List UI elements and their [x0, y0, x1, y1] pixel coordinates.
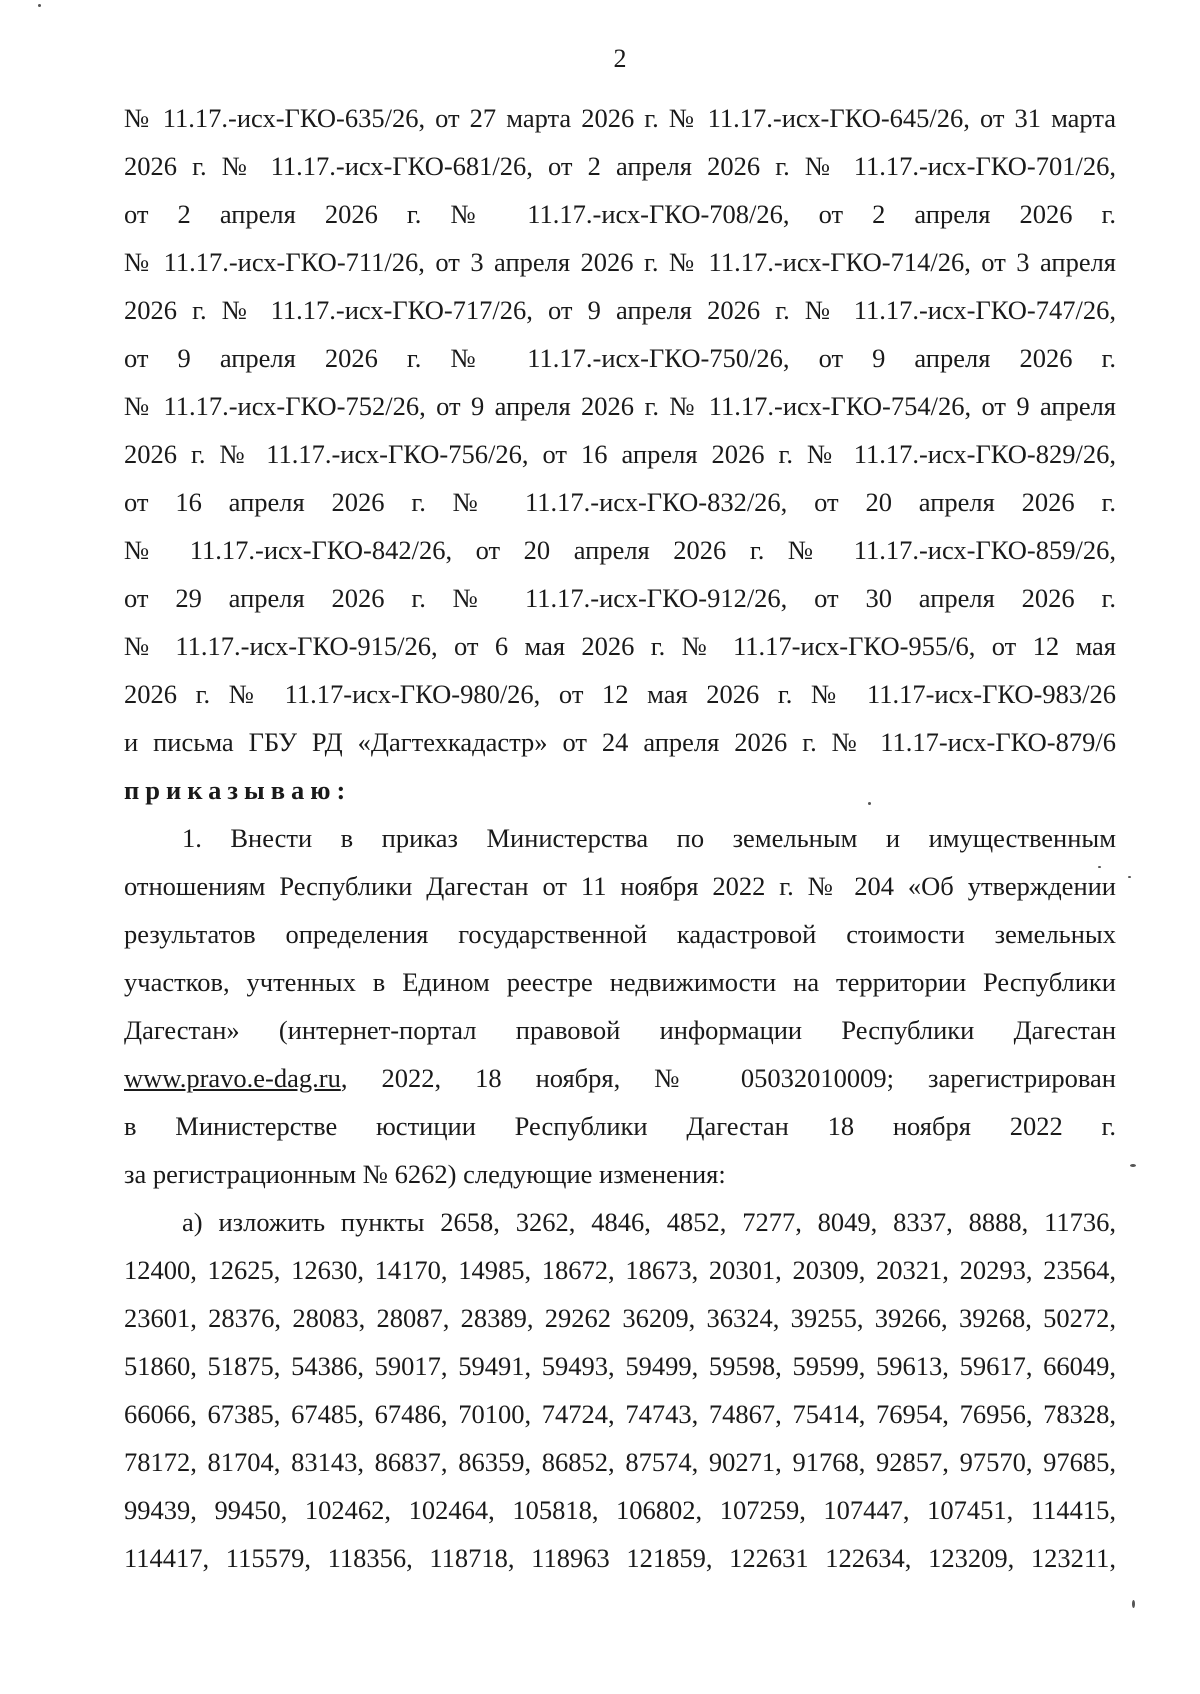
text-line: а) изложить пункты 2658, 3262, 4846, 4852, 7277, 8049, 8337, 8888, 11736,: [182, 1207, 1116, 1237]
text-line: отношениям Республики Дагестан от 11 ноября 2022 г. № 204 «Об утверждении: [124, 871, 1116, 901]
text-line: 2026 г. № 11.17.-исх-ГКО-756/26, от 16 апреля 2026 г. № 11.17.-исх-ГКО-829/26,: [124, 439, 1116, 469]
scan-speck: [1098, 866, 1101, 868]
text-line: и письма ГБУ РД «Дагтехкадастр» от 24 апреля 2026 г. № 11.17-исх-ГКО-879/6: [124, 727, 1116, 757]
references-paragraph: [124, 94, 1116, 766]
text-after-link: , 2022, 18 ноября, № 05032010009; зарегистрирован: [340, 1063, 1116, 1093]
text-line: Дагестан» (интернет-портал правовой информации Республики Дагестан: [124, 1015, 1116, 1045]
text-line: № 11.17.-исх-ГКО-752/26, от 9 апреля 2026 г. № 11.17.-исх-ГКО-754/26, от 9 апреля: [124, 391, 1116, 421]
text-line: 1. Внести в приказ Министерства по земельным и имущественным: [182, 823, 1116, 853]
scan-speck: [868, 802, 871, 805]
scan-speck: [38, 4, 41, 7]
item-1-paragraph: [124, 814, 1116, 1198]
text-line: № 11.17.-исх-ГКО-915/26, от 6 мая 2026 г. № 11.17-исх-ГКО-955/6, от 12 мая: [124, 631, 1116, 661]
text-line: 66066, 67385, 67485, 67486, 70100, 74724, 74743, 74867, 75414, 76954, 76956, 78328,: [124, 1399, 1116, 1429]
text-line-with-link: [124, 1054, 1116, 1102]
scan-speck: [1128, 876, 1131, 878]
text-line: от 16 апреля 2026 г. № 11.17.-исх-ГКО-832/26, от 20 апреля 2026 г.: [124, 487, 1116, 517]
document-body: [124, 94, 1116, 1582]
subitem-a-paragraph: [124, 1198, 1116, 1582]
text-line: участков, учтенных в Едином реестре недвижимости на территории Республики: [124, 967, 1116, 997]
text-line: 2026 г. № 11.17.-исх-ГКО-717/26, от 9 апреля 2026 г. № 11.17.-исх-ГКО-747/26,: [124, 295, 1116, 325]
order-word: приказываю:: [124, 775, 352, 805]
scan-speck: [1130, 1164, 1136, 1167]
text-line: № 11.17.-исх-ГКО-635/26, от 27 марта 2026 г. № 11.17.-исх-ГКО-645/26, от 31 марта: [124, 103, 1116, 133]
text-line: от 29 апреля 2026 г. № 11.17.-исх-ГКО-912/26, от 30 апреля 2026 г.: [124, 583, 1116, 613]
text-line: от 2 апреля 2026 г. № 11.17.-исх-ГКО-708/26, от 2 апреля 2026 г.: [124, 199, 1116, 229]
text-line: № 11.17.-исх-ГКО-842/26, от 20 апреля 2026 г. № 11.17.-исх-ГКО-859/26,: [124, 535, 1116, 565]
text-line: за регистрационным № 6262) следующие изменения:: [124, 1159, 726, 1189]
text-line: 114417, 115579, 118356, 118718, 118963 121859, 122631 122634, 123209, 123211,: [124, 1543, 1116, 1573]
text-line: 12400, 12625, 12630, 14170, 14985, 18672, 18673, 20301, 20309, 20321, 20293, 23564,: [124, 1255, 1116, 1285]
order-heading: [124, 766, 1116, 814]
text-line: от 9 апреля 2026 г. № 11.17.-исх-ГКО-750/26, от 9 апреля 2026 г.: [124, 343, 1116, 373]
text-line: 23601, 28376, 28083, 28087, 28389, 29262 36209, 36324, 39255, 39266, 39268, 50272,: [124, 1303, 1116, 1333]
page-number: 2: [613, 44, 627, 73]
text-line: в Министерстве юстиции Республики Дагестан 18 ноября 2022 г.: [124, 1111, 1116, 1141]
text-line: результатов определения государственной кадастровой стоимости земельных: [124, 919, 1116, 949]
text-line: 2026 г. № 11.17-исх-ГКО-980/26, от 12 мая 2026 г. № 11.17-исх-ГКО-983/26: [124, 679, 1116, 709]
text-line: 99439, 99450, 102462, 102464, 105818, 106802, 107259, 107447, 107451, 114415,: [124, 1495, 1116, 1525]
text-line: 78172, 81704, 83143, 86837, 86359, 86852, 87574, 90271, 91768, 92857, 97570, 97685,: [124, 1447, 1116, 1477]
scan-speck: [1132, 1600, 1135, 1608]
portal-link[interactable]: www.pravo.e-dag.ru: [124, 1063, 341, 1093]
text-line: 51860, 51875, 54386, 59017, 59491, 59493, 59499, 59598, 59599, 59613, 59617, 66049,: [124, 1351, 1116, 1381]
text-line: 2026 г. № 11.17.-исх-ГКО-681/26, от 2 апреля 2026 г. № 11.17.-исх-ГКО-701/26,: [124, 151, 1116, 181]
text-line: № 11.17.-исх-ГКО-711/26, от 3 апреля 2026 г. № 11.17.-исх-ГКО-714/26, от 3 апреля: [124, 247, 1116, 277]
